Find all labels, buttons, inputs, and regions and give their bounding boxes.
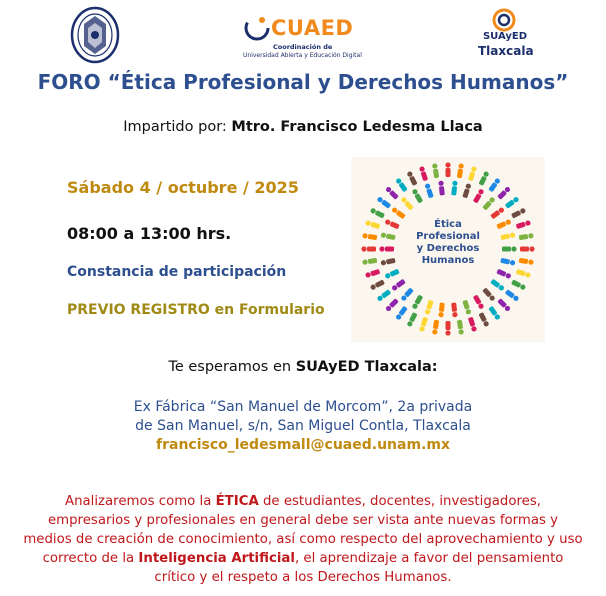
person-figure [362,233,377,240]
title-main: “Ética Profesional y Derechos Humanos” [107,70,569,94]
person-figure [391,279,406,292]
person-figure [497,298,511,312]
person-figure [488,177,501,192]
person-figure [419,166,428,181]
person-figure [519,233,534,240]
suayed-circle-icon [492,8,516,32]
person-figure [365,220,380,229]
cuaed-sub1: Coordinación de [273,43,333,51]
person-figure [419,317,428,332]
desc-ia: Inteligencia Artificial [138,551,295,566]
person-figure [462,300,471,315]
person-figure [451,302,458,317]
person-figure [482,196,496,210]
person-figure [384,219,399,230]
suayed-brand: SUAyED [482,31,528,42]
address-line2: de San Manuel, s/n, San Miguel Contla, Tlaxcala [135,418,471,434]
person-figure [488,306,501,321]
desc-part1: Analizaremos como la [64,494,216,509]
event-hours: 08:00 a 13:00 hrs. [67,224,232,243]
person-figure [379,246,394,251]
person-figure [445,321,450,336]
person-figure [500,232,515,240]
cuaed-sub2: Universidad Abierta y Educación Digital [243,52,362,59]
person-figure [497,186,511,200]
person-figure [457,320,464,335]
title-prefix: FORO [37,70,108,94]
person-figure [380,258,395,266]
person-figure [490,279,505,292]
person-figure [482,287,496,301]
person-figure [496,269,511,280]
person-figure [380,232,395,240]
cuaed-logo [243,12,363,60]
ring-line4: Humanos [421,255,475,266]
person-figure [502,246,517,251]
person-figure [451,180,458,195]
person-figure [411,295,423,310]
person-figure [505,289,520,302]
person-figure [438,180,445,195]
instructor-name: Mtro. Francisco Ledesma Llaca [231,119,483,135]
person-figure [519,258,534,265]
person-figure [376,289,391,302]
ring-line2: Profesional [416,231,480,242]
person-figure [511,207,526,218]
person-figure [478,312,489,327]
people-ring-image [351,157,545,342]
person-figure [391,207,406,220]
person-figure [424,183,433,198]
impartido-line [0,119,606,135]
unam-seal-logo [70,6,120,64]
esperamos-line [0,359,606,375]
person-figure [406,171,417,186]
person-figure [365,269,380,278]
person-figure [462,183,471,198]
address-line1: Ex Fábrica “San Manuel de Morcom”, 2a privada [133,399,473,415]
person-figure [500,258,515,266]
person-figure [457,163,464,178]
person-figure [432,163,439,178]
event-title [0,70,606,94]
person-figure [438,302,445,317]
person-figure [473,188,485,203]
person-figure [395,306,408,321]
cuaed-name: CUAED [271,16,354,40]
person-figure [520,246,535,251]
person-figure [385,186,399,200]
person-figure [516,220,531,229]
person-figure [395,177,408,192]
person-figure [511,279,526,290]
person-figure [370,279,385,290]
person-figure [400,287,414,301]
person-figure [490,207,505,220]
desc-part2: de estudiantes, docentes, investigadores, empresarios y profesionales en general debe ser vista ante nuevas formas y medios de creación de conocimiento, así como respecto del aprovechamiento y uso correcto de la [23,494,583,566]
person-figure [468,166,477,181]
person-figure [400,196,414,210]
impartido-label: Impartido por: [123,119,232,135]
desc-etica: ÉTICA [215,494,259,509]
person-figure [424,300,433,315]
venue-name: SUAyED Tlaxcala: [295,359,438,375]
person-figure [406,312,417,327]
event-date: Sábado 4 / octubre / 2025 [67,178,299,197]
registro-text: PREVIO REGISTRO en Formulario [67,302,325,318]
person-figure [384,269,399,280]
description-paragraph [22,492,584,587]
cuaed-ring-icon [243,14,271,42]
person-figure [370,207,385,218]
person-figure [505,196,520,209]
person-figure [473,295,485,310]
person-figure [361,246,376,251]
person-figure [478,171,489,186]
person-figure [376,196,391,209]
ring-line1: Ética [434,219,462,230]
person-figure [516,269,531,278]
ring-caption [413,219,483,267]
suayed-city: Tlaxcala [478,44,534,58]
esperamos-intro: Te esperamos en [168,359,296,375]
person-figure [445,162,450,177]
ring-line3: y Derechos [416,243,480,254]
desc-part3: , el aprendizaje a favor del pensamiento crítico y el respeto a los Derechos Humanos. [154,551,564,585]
person-figure [496,219,511,230]
person-figure [385,298,399,312]
person-figure [362,258,377,265]
suayed-logo [478,8,534,64]
person-figure [411,188,423,203]
constancia-text: Constancia de participación [67,264,287,280]
person-figure [432,320,439,335]
person-figure [468,317,477,332]
contact-email[interactable]: francisco_ledesmall@cuaed.unam.mx [156,437,450,453]
